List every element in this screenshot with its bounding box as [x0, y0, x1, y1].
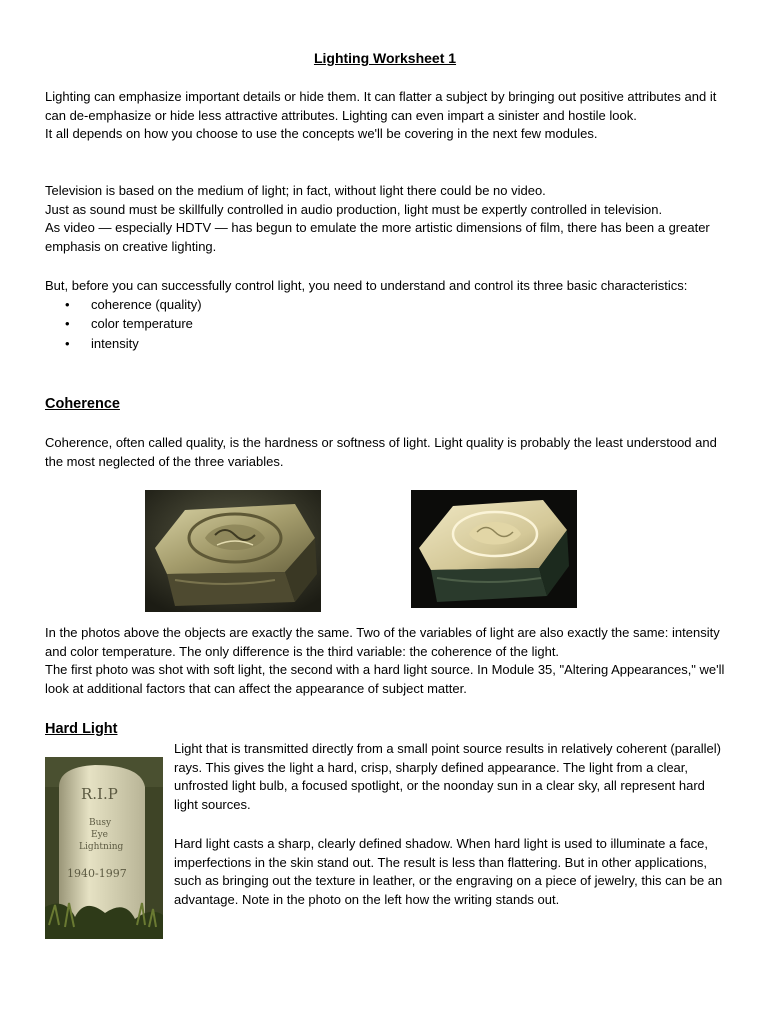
headstone-line-4: Lightning [79, 842, 124, 852]
intro-paragraph-5: As video — especially HDTV — has begun to emulate the more artistic dimensions of film, there has been a greater emphasis on creative lighting. [45, 220, 710, 254]
page-title: Lighting Worksheet 1 [313, 50, 457, 66]
coherence-heading: Coherence [45, 396, 120, 412]
intro-paragraph-4: Just as sound must be skillfully controlled in audio production, light must be expertly controlled in television. [45, 201, 663, 217]
intro-paragraph-6: But, before you can successfully control light, you need to understand and control its three basic characteristics: • coherence (quality) • color temperature • intensity [45, 277, 725, 354]
list-item: • intensity [65, 335, 139, 351]
coherence-paragraph-1: Coherence, often called quality, is the hardness or softness of light. Light quality is probably the least understood and the most neglected of the three variables. [45, 435, 717, 469]
intro-paragraph-2: It all depends on how you choose to use the concepts we'll be covering in the next few modules. [45, 126, 598, 142]
headstone-rip: R.I.P [81, 785, 118, 803]
hard-light-paragraph-1: Light that is transmitted directly from a small point source results in relatively coherent (parallel) rays. This gives the light a hard, crisp, sharply defined appearance. The light from a clear, unfrosted light bulb, a focused spotlight, or the noonday sun in a clear sky, all represent hard light sources. [174, 741, 721, 812]
headstone-dates: 1940-1997 [67, 867, 127, 880]
headstone-photo [45, 757, 163, 939]
list-item: • color temperature [65, 316, 193, 332]
hard-light-heading: Hard Light [45, 721, 118, 737]
coherence-paragraph-2: In the photos above the objects are exactly the same. Two of the variables of light are also exactly the same: intensity and color temperature. The only difference is the third variable: the coherence of the light. The first photo was shot with soft light, the second with a hard light source. In Module 35, "Altering Appearances," we'll look at additional factors that can affect the appearance of subject matter. [45, 624, 725, 698]
headstone-line-3: Eye [91, 830, 108, 840]
soft-light-photo [145, 490, 321, 612]
hard-light-photo [411, 490, 577, 608]
coherence-paragraph-3: The first photo was shot with soft light, the second with a hard light source. In Module 35, "Altering Appearances," we'll look at additional factors that can affect the appearance of subject matter. [45, 662, 725, 696]
intro-paragraph-3: Television is based on the medium of light; in fact, without light there could be no video. Just as sound must be skillfully controlled in audio production, light must be expertly controlled in television. As video — especially HDTV — has begun to emulate the more artistic dimensions of film, there has been a greater emphasis on creative lighting. [45, 182, 725, 256]
hard-light-paragraph-2: Hard light casts a sharp, clearly defined shadow. When hard light is used to illuminate a face, imperfections in the skin stand out. The result is less than flattering. But in other applications, such as bringing out the texture in leather, or the engraving on a piece of jewelry, this can be an advantage. Note in the photo on the left how the writing stands out. [174, 836, 723, 907]
intro-paragraph-1: Lighting can emphasize important details or hide them. It can flatter a subject by bringing out positive attributes and it can de-emphasize or hide less attractive attributes. Lighting can even impart a sinister and hostile look. It all depends on how you choose to use the concepts we'll be covering in the next few modules. [45, 88, 725, 144]
characteristics-list [45, 296, 725, 355]
list-item: • coherence (quality) [65, 296, 202, 312]
headstone-line-2: Busy [89, 818, 112, 828]
